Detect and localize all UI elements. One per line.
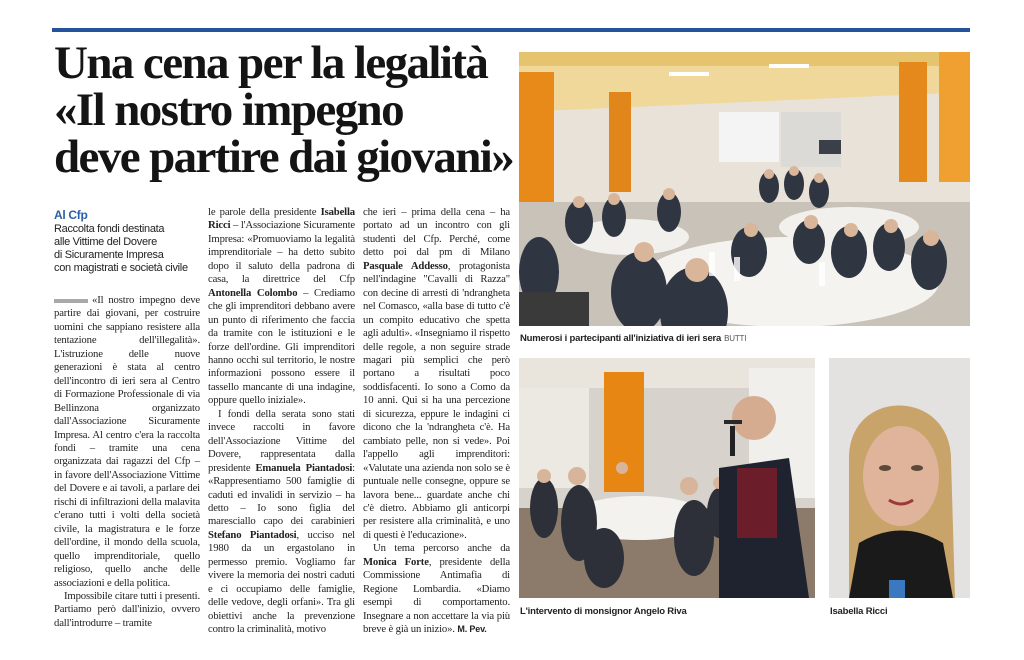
paragraph: Un tema percorso anche da Monica Forte, presidente della Commissione Antimafia di Regione Lombardia. «Diamo esempi di comportamento. Insegnare a non accettare la via più breve è già un inizio». M. Pev. bbox=[363, 542, 510, 636]
lead-marker bbox=[54, 299, 88, 303]
main-photo-caption: Numerosi i partecipanti all'iniziativa di ieri sera BUTTI bbox=[520, 333, 747, 344]
paragraph: le parole della presidente Isabella Ricci – l'Associazione Sicuramente Impresa: «Promuoviamo la legalità imprenditoriale – ha detto subito dopo il saluto della padrona di casa, la direttrice del Cfp Antonella Colombo – Crediamo che gli imprenditori debbano avere un punto di riferimento che faccia da tramite con le istituzioni e le forze dell'ordine. Gli imprenditori hanno occhi sul territorio, le nostre informazioni possono essere il tassello mancante di una indagine, oppure quello iniziale». bbox=[208, 206, 355, 407]
portrait-image bbox=[829, 358, 970, 598]
top-rule bbox=[52, 28, 970, 32]
summary-line: Raccolta fondi destinata bbox=[54, 223, 165, 235]
speaker-image bbox=[519, 358, 815, 598]
person-name: Antonella Colombo bbox=[208, 286, 298, 299]
person-name: Isabella Ricci bbox=[208, 206, 355, 232]
headline-line-2: «Il nostro impegno bbox=[54, 84, 403, 136]
person-name: Stefano Piantadosi bbox=[208, 528, 297, 541]
section-kicker: Al Cfp bbox=[54, 208, 88, 222]
summary bbox=[54, 223, 204, 275]
portrait-photo bbox=[829, 358, 970, 598]
article-column-2 bbox=[208, 206, 355, 637]
paragraph: I fondi della serata sono stati invece raccolti in favore dell'Associazione Vittime del Dovere, rappresentata dalla presidente Emanuela Piantadosi: «Rappresentiamo 500 famiglie di caduti ed invalidi in servizio – ha detto – Io sono figlia del maresciallo capo dei carabinieri Stefano Piantadosi, ucciso nel 1980 da un ergastolano in permesso premio. Vogliamo far vivere la memoria dei nostri caduti e ci occupiamo delle famiglie, delle vedove, degli orfani». Tra gli obiettivi anche la prevenzione contro la criminalità, motivo bbox=[208, 407, 355, 636]
speaker-photo-caption: L'intervento di monsignor Angelo Riva bbox=[520, 606, 687, 617]
portrait-photo-caption: Isabella Ricci bbox=[830, 606, 888, 617]
dinner-hall-image bbox=[519, 52, 970, 326]
headline bbox=[54, 37, 514, 183]
headline-line-3: deve partire dai giovani» bbox=[54, 131, 514, 183]
article-column-3 bbox=[363, 206, 510, 637]
summary-line: con magistrati e società civile bbox=[54, 262, 188, 274]
summary-line: di Sicuramente Impresa bbox=[54, 249, 164, 261]
person-name: Pasquale Addesso bbox=[363, 259, 448, 272]
paragraph: Impossibile citare tutti i presenti. Partiamo però dall'inizio, ovvero dall'introdurre – tramite bbox=[54, 589, 200, 629]
paragraph: «Il nostro impegno deve partire dai giovani, per costruire uomini che sappiano resistere alla tentazione dell'illegalità». L'istruzione delle nuove generazioni è stata al centro dell'incontro di ieri sera al Centro di Formazione Professionale di via Bellinzona organizzato dall'Associazione Sicuramente Impresa. Al centro c'era la raccolta fondi – tramite una cena organizzata dai ragazzi del Cfp – in favore dell'Associazione Vittime del Dovere e ai tavoli, a parlare dei rischi di infiltrazioni della malavita c'erano tutti i volti della società civile, la magistratura e le forze dell'ordine, il mondo della scuola, quello imprenditoriale, quello religioso, quello anche delle associazioni e della politica. bbox=[54, 294, 200, 589]
author-signature: M. Pev. bbox=[457, 624, 487, 635]
summary-line: alle Vittime del Dovere bbox=[54, 236, 157, 248]
person-name: Emanuela Piantadosi bbox=[255, 461, 353, 474]
dinner-hall-photo bbox=[519, 52, 970, 326]
paragraph: che ieri – prima della cena – ha portato ad un incontro con gli studenti del Cfp. Perché, come detto poi dal pm di Milano Pasquale Addesso, protagonista nell'indagine "Cavalli di Razza" con decine di arresti di 'ndrangheta nel Comasco, «alla base di tutto c'è un compito educativo che spetta agli adulti». «Insegniamo il rispetto delle regole, a non seguire strade magari più semplici che però portano a risultati poco soddisfacenti. Io sono a Como da 10 anni. Qui si ha una percezione di sicurezza, eppure le indagini ci dicono che la 'ndrangheta c'è. Ha cambiato pelle, non si vede». Poi l'appello agli imprenditori: «Valutate una azienda non solo se è puntuale nelle consegne, oppure se lavora bene... guardate anche chi c'è dietro. Abbiamo gli anticorpi per resistere alla criminalità, e uno di questi è l'educazione». bbox=[363, 206, 510, 541]
headline-line-1: Una cena per la legalità bbox=[54, 37, 488, 89]
speaker-photo bbox=[519, 358, 815, 598]
article-column-1 bbox=[54, 294, 200, 630]
photo-credit: BUTTI bbox=[724, 334, 747, 343]
person-name: Monica Forte bbox=[363, 555, 429, 568]
